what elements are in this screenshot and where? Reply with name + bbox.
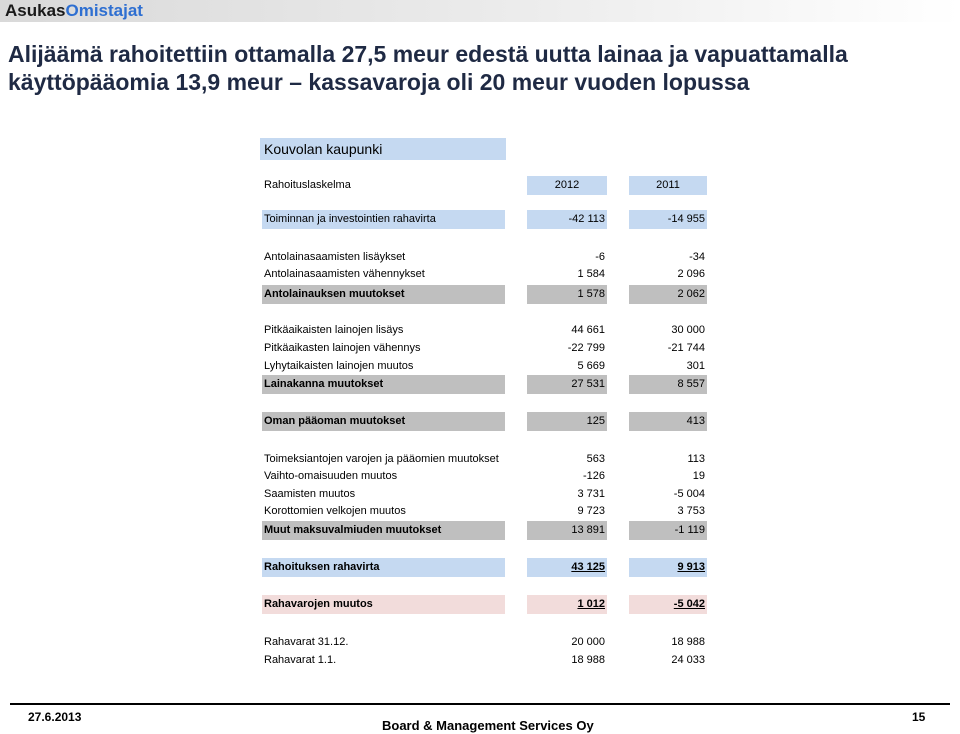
row-value-2012: 20 000 bbox=[571, 636, 605, 648]
row-value-2012: 563 bbox=[586, 453, 605, 465]
row-value-2011: 301 bbox=[686, 360, 705, 372]
year-2011-header: 2011 bbox=[629, 176, 707, 195]
row-value-2012: 5 669 bbox=[577, 360, 605, 372]
row-value-2012: 3 731 bbox=[577, 488, 605, 500]
top-bar bbox=[0, 0, 960, 22]
row-value-2011: -1 119 bbox=[629, 521, 707, 540]
brand-part2: Omistajat bbox=[65, 1, 143, 20]
row-value-2011: 18 988 bbox=[671, 636, 705, 648]
row-value-2011: -5 004 bbox=[673, 488, 705, 500]
page-number: 15 bbox=[912, 710, 926, 724]
row-value-2012: -126 bbox=[582, 470, 605, 482]
row-label: Pitkäaikaisten lainojen lisäys bbox=[264, 324, 404, 336]
row-value-2011: -21 744 bbox=[667, 342, 705, 354]
row-value-2012: 9 723 bbox=[577, 505, 605, 517]
row-value-2011: 24 033 bbox=[671, 654, 705, 666]
row-value-2011: -34 bbox=[689, 251, 705, 263]
footer-company: Board & Management Services Oy bbox=[382, 718, 594, 733]
row-label: Antolainasaamisten vähennykset bbox=[264, 268, 425, 280]
footer-divider bbox=[10, 703, 950, 705]
row-value-2011: 413 bbox=[629, 412, 707, 431]
row-value-2012: 27 531 bbox=[527, 375, 607, 394]
row-label: Lyhytaikaisten lainojen muutos bbox=[264, 360, 414, 372]
row-value-2012: 1 012 bbox=[527, 595, 607, 614]
row-value-2012: 125 bbox=[527, 412, 607, 431]
row-label: Toimeksiantojen varojen ja pääomien muutokset bbox=[264, 453, 499, 465]
row-label: Lainakanna muutokset bbox=[262, 375, 505, 394]
row-label: Antolainasaamisten lisäykset bbox=[264, 251, 406, 263]
row-value-2011: 9 913 bbox=[629, 558, 707, 577]
row-label: Saamisten muutos bbox=[264, 488, 356, 500]
brand-logo bbox=[5, 1, 143, 21]
row-value-2011: 2 096 bbox=[677, 268, 705, 280]
year-2012-header: 2012 bbox=[527, 176, 607, 195]
row-value-2011: 2 062 bbox=[629, 285, 707, 304]
row-label: Pitkäaikasten lainojen vähennys bbox=[264, 342, 421, 354]
row-value-2012: -22 799 bbox=[567, 342, 605, 354]
table-header-label: Rahoituslaskelma bbox=[264, 179, 351, 191]
row-value-2011: 3 753 bbox=[677, 505, 705, 517]
row-value-2011: 8 557 bbox=[629, 375, 707, 394]
company-name: Kouvolan kaupunki bbox=[260, 138, 506, 160]
row-value-2011: -14 955 bbox=[629, 210, 707, 229]
row-value-2012: 1 584 bbox=[577, 268, 605, 280]
row-label: Rahavarat 1.1. bbox=[264, 654, 337, 666]
row-value-2011: 30 000 bbox=[671, 324, 705, 336]
row-value-2012: -42 113 bbox=[527, 210, 607, 229]
row-label: Vaihto-omaisuuden muutos bbox=[264, 470, 398, 482]
brand-part1: Asukas bbox=[5, 1, 66, 20]
row-value-2012: 1 578 bbox=[527, 285, 607, 304]
row-value-2011: -5 042 bbox=[629, 595, 707, 614]
row-value-2011: 113 bbox=[687, 453, 705, 465]
row-label: Rahavarat 31.12. bbox=[264, 636, 349, 648]
row-value-2012: 44 661 bbox=[571, 324, 605, 336]
row-value-2012: 43 125 bbox=[527, 558, 607, 577]
row-value-2012: 13 891 bbox=[527, 521, 607, 540]
row-label: Antolainauksen muutokset bbox=[262, 285, 505, 304]
row-label: Muut maksuvalmiuden muutokset bbox=[262, 521, 505, 540]
footer-date: 27.6.2013 bbox=[28, 710, 82, 724]
row-value-2012: -6 bbox=[595, 251, 605, 263]
row-label: Korottomien velkojen muutos bbox=[264, 505, 406, 517]
row-label: Rahavarojen muutos bbox=[262, 595, 505, 614]
slide-title: Alijäämä rahoitettiin ottamalla 27,5 meur edestä uutta lainaa ja vapuattamalla käyttöpääomia 13,9 meur – kassavaroja oli 20 meur vuoden lopussa bbox=[8, 41, 848, 95]
row-label: Rahoituksen rahavirta bbox=[262, 558, 505, 577]
row-label: Toiminnan ja investointien rahavirta bbox=[262, 210, 505, 229]
row-value-2011: 19 bbox=[692, 470, 705, 482]
row-label: Oman pääoman muutokset bbox=[262, 412, 505, 431]
row-value-2012: 18 988 bbox=[571, 654, 605, 666]
